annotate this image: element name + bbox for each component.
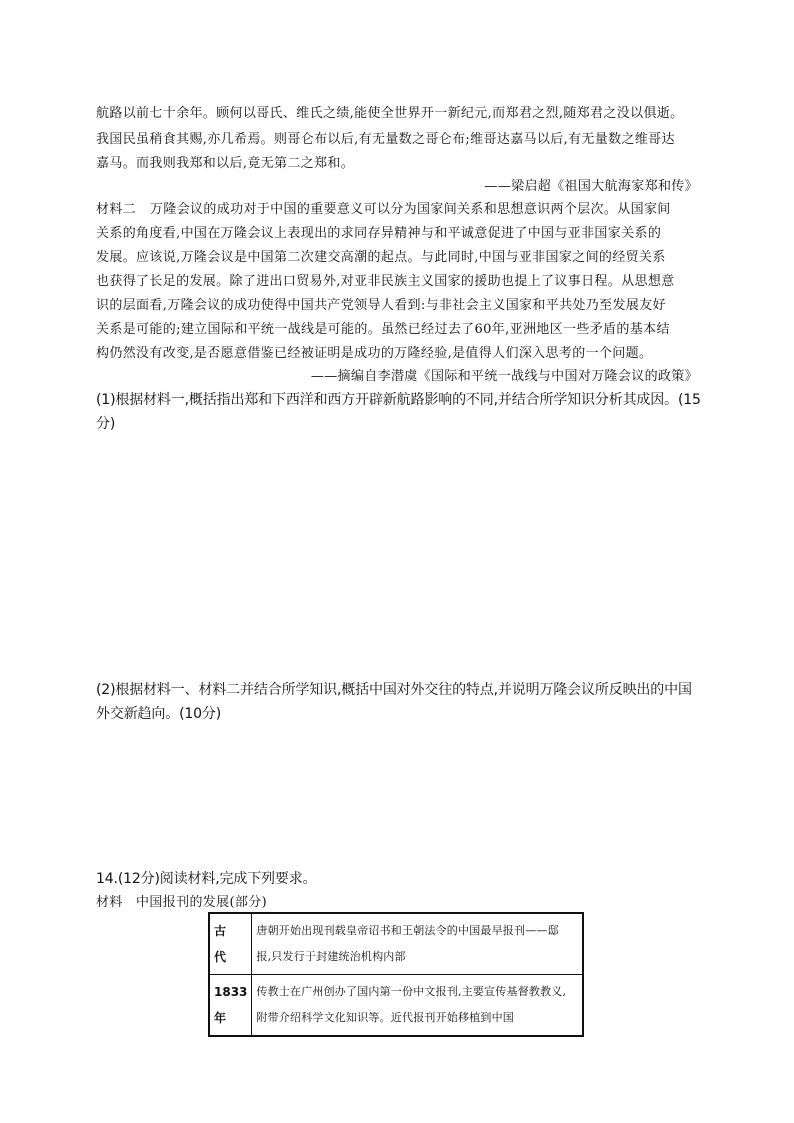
material-two-line: 发展。应该说,万隆会议是中国第二次建交高潮的起点。与此同时,中国与亚非国家之间的经贸关系	[96, 250, 666, 265]
material-two-label: 材料二	[96, 202, 137, 217]
question-14-heading: 14.(12分)阅读材料,完成下列要求。	[96, 871, 317, 887]
material-one-line: 嘉马。而我则我郑和以后,竟无第二之郑和。	[96, 156, 355, 171]
description-text: 附带介绍科学文化知识等。近代报刊开始移植到中国	[256, 1011, 515, 1024]
material-two-line: 关系是可能的;建立国际和平统一战线是可能的。虽然已经过去了60年,亚洲地区一些矛盾的基本结	[96, 322, 670, 337]
table-row	[209, 975, 583, 1037]
period-cell	[209, 975, 252, 1037]
question-1-line: 分)	[96, 416, 116, 432]
period-text: 年	[214, 1011, 227, 1025]
material-two-line: 也获得了长足的发展。除了进出口贸易外,对亚非民族主义国家的援助也提上了议事日程。从思想意	[96, 274, 675, 289]
period-cell	[209, 913, 252, 975]
description-text: 唐朝开始出现刊载皇帝诏书和王朝法令的中国最早报刊——邸	[256, 924, 559, 937]
question-1-line: (1)根据材料一,概括指出郑和下西洋和西方开辟新航路影响的不同,并结合所学知识分析其成因。(15	[96, 392, 701, 408]
material-one-line: 航路以前七十余年。顾何以哥氏、维氏之绩,能使全世界开一新纪元,而郑君之烈,随郑君之没以俱逝。	[96, 106, 684, 121]
material-two-line: 识的层面看,万隆会议的成功使得中国共产党领导人看到:与非社会主义国家和平共处乃至发展友好	[96, 298, 666, 313]
description-cell	[252, 913, 583, 975]
table-row	[209, 913, 583, 975]
question-2-line: 外交新趋向。(10分)	[96, 706, 222, 722]
question-14-material-label: 材料 中国报刊的发展(部分)	[96, 895, 268, 910]
period-text: 古	[214, 924, 227, 938]
newspaper-development-table	[208, 912, 584, 1037]
material-one-line: 我国民虽稍食其赐,亦几希焉。则哥仑布以后,有无量数之哥仑布;维哥达嘉马以后,有无量数之维哥达	[96, 132, 675, 147]
material-two-line: 关系的角度看,中国在万隆会议上表现出的求同存异精神与和平诚意促进了中国与亚非国家关系的	[96, 226, 662, 241]
period-text: 1833	[214, 985, 248, 999]
material-two-source: ——摘编自李潜虞《国际和平统一战线与中国对万隆会议的政策》	[310, 369, 698, 384]
description-text: 传教士在广州创办了国内第一份中文报刊,主要宣传基督教教义,	[256, 985, 567, 998]
description-cell	[252, 975, 583, 1037]
question-2-line: (2)根据材料一、材料二并结合所学知识,概括中国对外交往的特点,并说明万隆会议所反映出的中国	[96, 682, 692, 698]
description-text: 报,只发行于封建统治机构内部	[256, 950, 406, 963]
period-text: 代	[214, 950, 227, 964]
material-two-line: 万隆会议的成功对于中国的重要意义可以分为国家间关系和思想意识两个层次。从国家间	[150, 202, 671, 217]
material-one-source: ——梁启超《祖国大航海家郑和传》	[484, 179, 698, 194]
material-two-line: 构仍然没有改变,是否愿意借鉴已经被证明是成功的万隆经验,是值得人们深入思考的一个问题。	[96, 346, 653, 361]
